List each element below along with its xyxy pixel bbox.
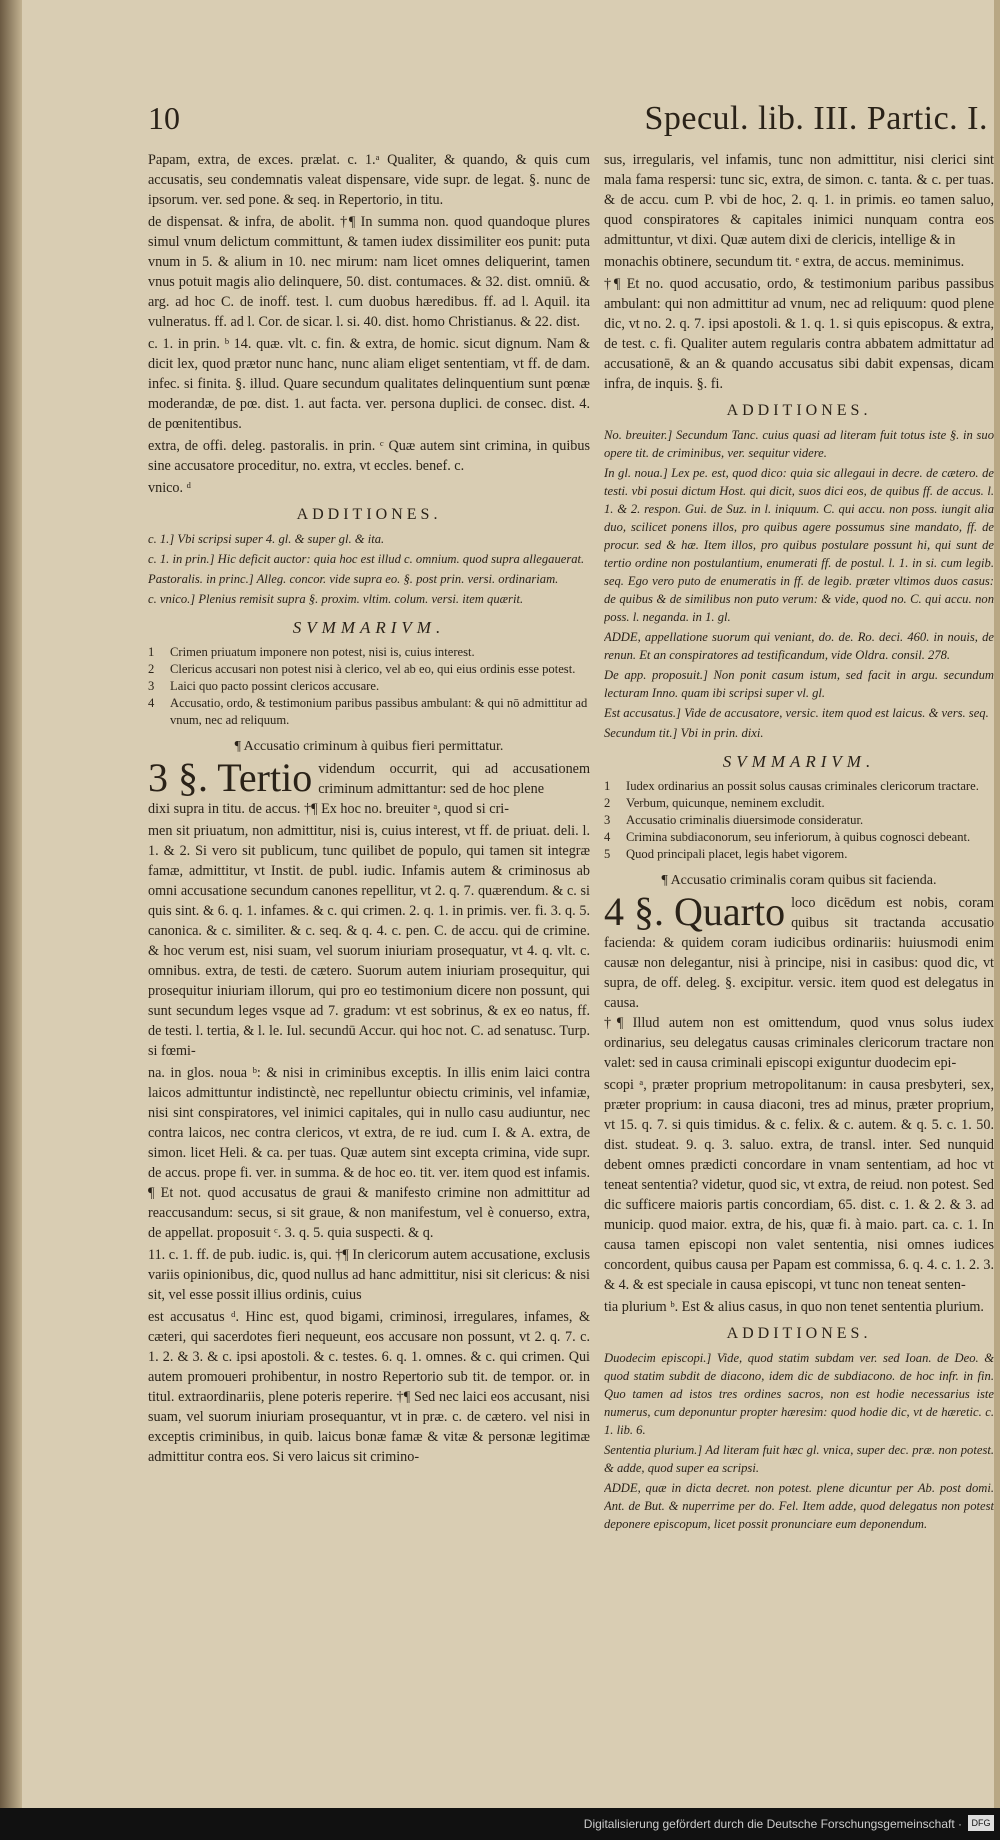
left-addition-text: c. 1.] Vbi scripsi super 4. gl. & super gl. & ita. [148,532,385,546]
right-intro-paragraph-text: sus, irregularis, vel infamis, tunc non admittitur, nisi clerici sint mala fama respersi: tunc sic, extra, de simon. c. tanta. & c. per tuas. & de accu. cum P. vbi de hoc, 2. q. 1. in primis. eo tamen saluo, quod conspiratores & capitales inimici nunquam contra eos admittuntur, vt dixi. Quæ autem dixi de clericis, intellige & in [604,152,994,248]
page-header [148,100,988,148]
left-addition-text: Pastoralis. in princ.] Alleg. concor. vide supra eo. §. post prin. versi. ordinariam. [148,572,559,586]
section-3-lead: videndum occurrit, qui ad accusationem criminum admittantur: sed de hoc plene [318,761,590,797]
right-intro-paragraph [604,274,994,394]
summarium-item [604,812,994,829]
right-addition-text: No. breuiter.] Secundum Tanc. cuius quasi ad literam fuit totus iste §. in suo opere tit. de criminibus, ver. sequitur videre. [604,428,994,460]
summarium-item [148,695,590,729]
right-addition-text: ADDE, appellatione suorum qui veniant, do. de. Ro. deci. 460. in nouis, de renun. Et an conspiratores ad testificandum, vide Oldra. consil. 278. [604,630,994,662]
summarium-text: Quod principali placet, legis habet vigorem. [626,847,848,861]
right-addition [604,666,994,702]
left-intro-paragraph-text: de dispensat. & infra, de abolit. †¶ In summa non. quod quandoque plures simul vnum delictum committunt, & tamen iudex dissimiliter eos punit: puta vnum in 5. & alium in 10. nec mirum: nam licet omnes deliquerint, tamen vnus potuit magis alio delinquere, 50. dist. contumaces. & 32. dist. omniū. & arg. ad hoc C. de inoff. test. l. cum duobus hæredibus. ff. ad l. Aquil. ita vulneratus. ff. ad l. Cor. de sicar. l. si. 40. dist. homo Christianus. & 22. dist. [148,214,590,330]
summarium-item [148,678,590,695]
left-intro-paragraph [148,212,590,332]
section-4-lead: loco dicēdum est nobis, coram quibus sit tractanda accusatio facienda: & quidem coram iudicibus ordinariis: huiusmodi enim causæ non delegantur, nisi à principe, nisi in casibus: quod dic, vt supra, de off. deleg. §. excipitur. versic. item quod est delegatus in causa. [604,895,994,1011]
right-intro-paragraph-text: †¶ Et no. quod accusatio, ordo, & testimonium paribus passibus ambulant: qui non admittitur ad vnum, nec ad reliquum: quod plene dic, vt no. 2. q. 7. ipsi apostoli. & 1. q. 1. si quis episcopus. & extra, de test. c. fi. Qualiter autem regularis contra abbatem admittatur ad accusationē, & an & quando accusatus sibi dabit expensas, dicam infra, de inquis. §. fi. [604,276,994,392]
right-body-paragraph [604,1013,994,1073]
right-addition2-text: Duodecim episcopi.] Vide, quod statim subdam ver. sed Ioan. de Deo. & quod statim subdit de diacono, idem dic de subdiacono. de hoc infr. in fin. Quo tamen ad istos tres ordines sacros, non est hodie necessarius iste numerus, cum deponuntur propter hæresim: quod hodie dic, vt de hæretic. c. 1. lib. 6. [604,1351,994,1437]
left-intro-paragraph-text: extra, de offi. deleg. pastoralis. in prin. ᶜ Quæ autem sint crimina, in quibus sine accusatore proceditur, no. extra, vt eccles. benef. c. [148,438,590,474]
right-additiones2 [604,1349,994,1533]
left-intro-paragraph-text: Papam, extra, de exces. prælat. c. 1.ᵃ Qualiter, & quando, & quis cum accusatis, seu condemnatis valeat dispensare, vide supr. de legat. §. nunc de ipsorum. ver. sed pone. & seq. in Repertorio, in titu. [148,152,590,208]
section-3-number: 3 §. Tertio [148,755,313,800]
right-addition-text: Est accusatus.] Vide de accusatore, versic. item quod est laicus. & vers. seq. [604,706,989,720]
right-addition-text: De app. proposuit.] Non ponit casum istum, sed facit in argu. secundum lecturam Inno. quam ibi scripsi super vl. gl. [604,668,994,700]
right-addition [604,628,994,664]
left-addition-text: c. vnico.] Plenius remisit supra §. proxim. vltim. colum. versi. item quærit. [148,592,524,606]
right-summarium-heading: SVMMARIVM. [722,752,876,771]
left-body-paragraph [148,1063,590,1243]
summarium-text: Crimen priuatum imponere non potest, nisi is, cuius interest. [170,645,475,659]
left-additiones [148,530,590,608]
summarium-text: Accusatio, ordo, & testimonium paribus passibus ambulant: & qui nō admittitur ad vnum, nec ad reliquum. [170,696,588,727]
right-intro-paragraph [604,252,994,272]
left-addition-text: c. 1. in prin.] Hic deficit auctor: quia hoc est illud c. omnium. quod supra allegauerat. [148,552,585,566]
right-summarium-list [604,778,994,863]
left-intro-paragraph [148,478,590,498]
summarium-number: 3 [604,813,611,827]
summarium-number: 4 [604,830,611,844]
left-intro-paragraph-text: c. 1. in prin. ᵇ 14. quæ. vlt. c. fin. & extra, de homic. sicut dignum. Nam & dicit lex, quod prætor nunc hanc, nunc aliam eliget sententiam, vt ff. de dam. infec. si finita. §. illud. Quare secundum qualitates delinquentium sunt pœnæ moderandæ, de pœ. dist. 1. aut facta. ver. persona duplici. de consec. dist. 4. de pœnitentibus. [148,336,590,432]
left-body-paragraph [148,821,590,1061]
summarium-item [148,644,590,661]
page-number: 10 [148,100,180,136]
right-intro-paragraph-text: monachis obtinere, secundum tit. ᵉ extra, de accus. meminimus. [604,254,965,270]
right-rubric: ¶ Accusatio criminalis coram quibus sit facienda. [661,873,937,888]
right-body-paragraph-text: tia plurium ᵇ. Est & alius casus, in quo non tenet sententia plurium. [604,1299,984,1315]
dfg-logo: DFG [968,1815,994,1831]
summarium-text: Clericus accusari non potest nisi à clerico, vel ab eo, qui eius ordinis esse potest. [170,662,576,676]
summarium-text: Crimina subdiaconorum, seu inferiorum, à quibus cognosci debeant. [626,830,971,844]
left-intro-paragraph [148,334,590,434]
right-body-paragraph [604,1075,994,1295]
right-additiones-heading: ADDITIONES. [726,402,872,419]
left-body-paragraph [148,1307,590,1467]
left-body-paragraph [148,1245,590,1305]
summarium-text: Verbum, quicunque, neminem excludit. [626,796,825,810]
left-body-paragraph-text: 11. c. 1. ff. de pub. iudic. is, qui. †¶ In clericorum autem accusatione, exclusis variis opinionibus, dic, quod nullus ad hanc admittitur, nisi sit clericus: & nisi sit, vel esse possit illius ordinis, cuius [148,1247,590,1303]
right-intro [604,150,994,394]
right-body-paragraph-text: †¶ Illud autem non est omittendum, quod vnus solus iudex ordinarius, seu delegatus causas criminales clericorum tractare non valet: sed in causa criminali episcopi exiguntur duodecim epi- [604,1015,994,1071]
summarium-text: Accusatio criminalis diuersimode consideratur. [626,813,864,827]
summarium-item [604,795,994,812]
summarium-number: 3 [148,679,155,693]
left-addition [148,590,590,608]
footer-bar [0,1808,1000,1840]
page-edge [994,0,1000,1808]
summarium-text: Iudex ordinarius an possit solus causas criminales clericorum tractare. [626,779,979,793]
summarium-number: 2 [604,796,611,810]
left-addition [148,570,590,588]
summarium-item [604,846,994,863]
right-body-paragraph-text: scopi ᵃ, præter proprium metropolitanum: in causa presbyteri, sex, præter proprium: in causa diaconi, tres ad minus, præter proprium, vt 15. q. 7. si quis timidus. & c. felix. & c. autem. & q. 5. c. 1. 50. dist. studeat. 9. q. 3. saluo. extra, de transl. inter. Sed nunquid debent omnes prædicti concordare in vnam sententiam, ad hoc vt teneat sententia? videtur, quod sic, vt extra, de reiud. non potest. Sed dic sufficere maioris partis concordiam, 65. dist. c. 1. & 2. & 3. ad municip. quod maior. extra, de his, quæ fi. à maio. part. ca. c. 1. In causa tamen episcopi non valet sententia, nisi omnes iudices concordent, quibus causa per Papam est commissa, 6. q. 4. c. 1. 2. 3. & 4. & est speciale in causa episcopi, vt tunc non teneat senten- [604,1077,994,1293]
left-additiones-heading: ADDITIONES. [296,506,442,523]
right-additiones2-heading: ADDITIONES. [726,1325,872,1342]
left-intro-paragraph-text: vnico. ᵈ [148,480,192,496]
left-column [148,150,590,1800]
summarium-item [604,778,994,795]
right-addition2-text: Sententia plurium.] Ad literam fuit hæc gl. vnica, super dec. præ. non potest. & adde, quod super ea scripsi. [604,1443,994,1475]
section-4-opening [604,889,994,1013]
right-addition-text: In gl. noua.] Lex pe. est, quod dico: quia sic allegaui in decre. de cætero. de testi. vbi posui dictum Host. qui dicit, suos dici eos, de quibus ff. de accus. l. 1. & 2. respon. Gui. de Suz. in l. iniquum. C. qui accu. non poss. iungit alia duo, scilicet ponens illos, pro quibus agere possumus sine mandato, ff. de procur. sed & hæ. Item illos, pro quibus postulare possunt hi, qui sunt de tertio ordine non postulantium, enumerati ff. de postul. l. 1. in si. cum legib. seq. Ego vero puto de enumeratis in ff. de legib. præter vltimos duos casus: de quibus & de similibus non puto verum: & vide, quod no. C. qui accu. non poss. l. neganda. in 1. gl. [604,466,994,624]
summarium-number: 5 [604,847,611,861]
summarium-item [148,661,590,678]
right-column [604,150,994,1800]
left-intro-paragraph [148,436,590,476]
left-intro-paragraph [148,150,590,210]
section-4-number: 4 §. Quarto [604,889,786,934]
left-intro [148,150,590,498]
left-body-paragraph-text: na. in glos. noua ᵇ: & nisi in criminibus exceptis. In illis enim laici contra laicos admittuntur indistinctè, nec repelluntur obiectu criminis, vel infamiæ, nisi sint conspiratores, vel inimici capitales, qui in nullo casu audiuntur, nec contra laicos, nec contra clericos, vt extra, de re iud. cum I. & A. extra, de simon. licet Heli. & ca. per tuas. Quæ autem sint excepta crimina, vide supr. de accus. prope fi. ver. in summa. & de hoc eo. tit. ver. item quod est infamis. ¶ Et not. quod accusatus de graui & manifesto crimine non admittitur ad reaccusandum: secus, si sit graue, & non manifestum, vel è conuerso, extra, de appellat. proposuit ᶜ. 3. q. 5. quia suspecti. & q. [148,1065,590,1241]
right-intro-paragraph [604,150,994,250]
right-addition [604,426,994,462]
left-addition [148,530,590,548]
right-addition2 [604,1349,994,1439]
summarium-number: 1 [148,645,155,659]
footer-credit: Digitalisierung gefördert durch die Deutsche Forschungsgemeinschaft · [583,1817,962,1831]
right-addition2-text: ADDE, quæ in dicta decret. non potest. plene dicuntur per Ab. post domi. Ant. de But. & nuperrime per do. Fel. Item adde, quod delegatus non potest deponere episcopum, licet possit pronunciare eum deponendum. [604,1481,994,1531]
right-body [604,1013,994,1317]
running-head: Specul. lib. III. Partic. I. [644,100,988,137]
right-addition-text: Secundum tit.] Vbi in prin. dixi. [604,726,764,740]
summarium-item [604,829,994,846]
left-summarium-list [148,644,590,729]
summarium-number: 1 [604,779,611,793]
right-addition2 [604,1479,994,1533]
summarium-number: 2 [148,662,155,676]
left-addition [148,550,590,568]
summarium-text: Laici quo pacto possint clericos accusare. [170,679,380,693]
right-addition [604,464,994,626]
right-addition [604,724,994,742]
left-rubric: ¶ Accusatio criminum à quibus fieri permittatur. [234,739,504,754]
left-body-paragraph [148,799,590,819]
right-addition2 [604,1441,994,1477]
right-additiones [604,426,994,742]
summarium-number: 4 [148,696,155,710]
page-gutter [0,0,22,1808]
left-body-paragraph-text: est accusatus ᵈ. Hinc est, quod bigami, criminosi, irregulares, infames, & cæteri, qui sacerdotes fieri nequeunt, eos accusare non possunt, vt 2. q. 7. c. 1. 2. & 3. & c. ipsi apostoli. & c. testes. 6. q. 1. omnes. & c. qui crimen. Qui autem promoueri prohibentur, in nostro Repertorio sub tit. de tempor. or. in titul. extraordinariis, plene poteris reperire. †¶ Sed nec laici eos accusant, nisi suam, vel suorum iniuriam prosequantur, vt in præ. c. de cætero. vel nisi in exceptis criminibus, in quib. laicus bonæ famæ & vitæ & personæ legitimæ admittitur contra eos. Si vero laicus sit crimino- [148,1309,590,1465]
left-summarium-heading: SVMMARIVM. [292,618,446,637]
right-addition [604,704,994,722]
left-body [148,799,590,1467]
left-body-paragraph-text: men sit priuatum, non admittitur, nisi is, cuius interest, vt ff. de priuat. deli. l. 1. & 2. Si vero sit publicum, tunc quilibet de populo, qui tamen sit integræ famæ, admittitur, vt Instit. de publ. iudic. Infamis autem & criminosus ab omni accusatione secundum canones repellitur, vt 2. q. 7. quærendum. & c. si quis sint. & 6. q. 1. infames. & c. qui crimen. 2. q. 1. in primis. ver. fi. 3. q. 5. canonica. & c. similiter. & c. seq. & q. 4. c. pen. C. de accu. qui de crimine. & hoc verum est, nisi suam, vel suorum iniuriam prosequatur, vt 4. q. vlt. c. omnibus. extra, de testi. de cætero. Suorum autem iniuriam prosequitur, qui prosequitur iniuriam illorum, qui pro eo testimonium dicere non possunt, qui sunt secundum leges vsque ad 7. gradum: vt est sobrinus, & ex eo natus, ff. de testi. l. tertia, & l. le. Iul. secundū Accur. qui hoc not. C. ad senatusc. Turp. si fœmi- [148,823,590,1059]
right-body-paragraph [604,1297,994,1317]
left-body-paragraph-text: dixi supra in titu. de accus. †¶ Ex hoc no. breuiter ᵃ, quod si cri- [148,801,509,817]
section-3-opening [148,755,590,800]
